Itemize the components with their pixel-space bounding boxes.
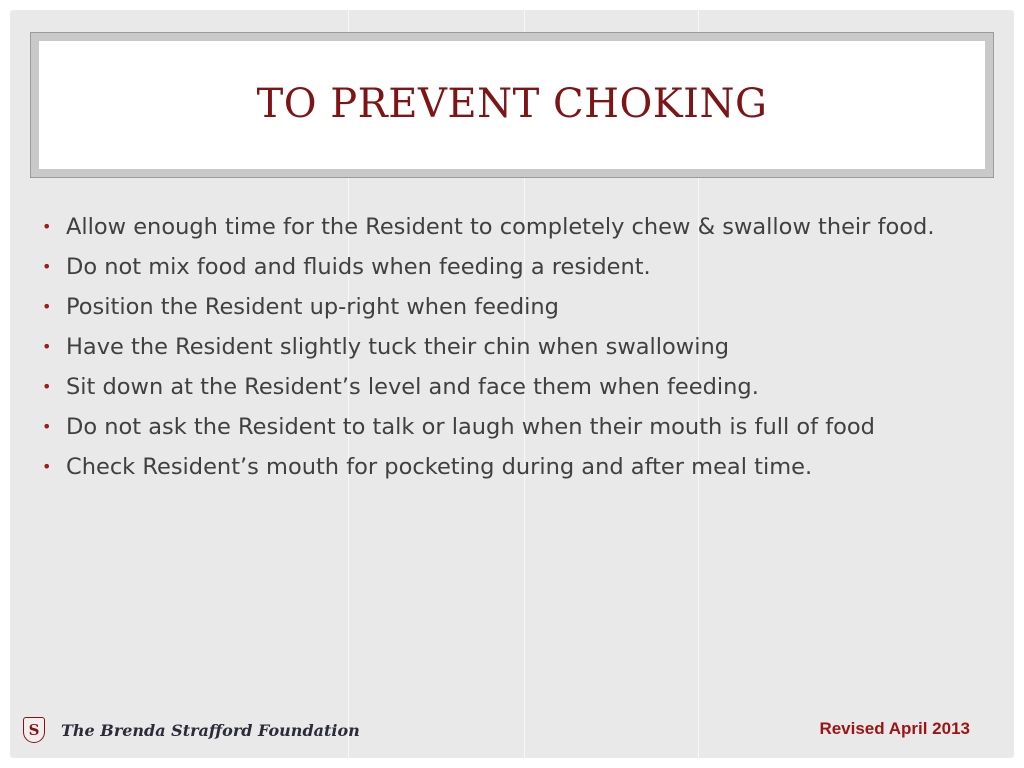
bullet-dot-icon: • (42, 217, 52, 236)
foundation-seal-icon: S (23, 717, 45, 743)
bullet-dot-icon: • (42, 297, 52, 316)
bullet-item (40, 250, 990, 284)
bullet-text: Have the Resident slightly tuck their chin when swallowing (66, 334, 730, 360)
bullet-item (40, 410, 990, 444)
slide-title: TO PREVENT CHOKING (256, 81, 768, 127)
bullet-item (40, 370, 990, 404)
bullet-text: Do not ask the Resident to talk or laugh when their mouth is full of food (66, 414, 875, 440)
bullet-list (40, 210, 990, 490)
bullet-text: Do not mix food and fluids when feeding a resident. (66, 254, 651, 280)
bullet-text: Allow enough time for the Resident to completely chew & swallow their food. (66, 214, 935, 240)
revised-date: Revised April 2013 (819, 719, 970, 738)
foundation-logo (23, 717, 360, 743)
bullet-item (40, 210, 990, 244)
title-box (39, 41, 985, 169)
bullet-dot-icon: • (42, 417, 52, 436)
bullet-dot-icon: • (42, 457, 52, 476)
bullet-dot-icon: • (42, 377, 52, 396)
bullet-dot-icon: • (42, 257, 52, 276)
bullet-text: Check Resident’s mouth for pocketing during and after meal time. (66, 454, 813, 480)
bullet-item (40, 450, 990, 484)
title-frame (30, 32, 994, 178)
bullet-text: Position the Resident up-right when feeding (66, 294, 559, 320)
bullet-item (40, 330, 990, 364)
bullet-item (40, 290, 990, 324)
bullet-text: Sit down at the Resident’s level and face them when feeding. (66, 374, 759, 400)
foundation-name: The Brenda Strafford Foundation (61, 720, 360, 740)
bullet-dot-icon: • (42, 337, 52, 356)
slide (10, 10, 1014, 758)
